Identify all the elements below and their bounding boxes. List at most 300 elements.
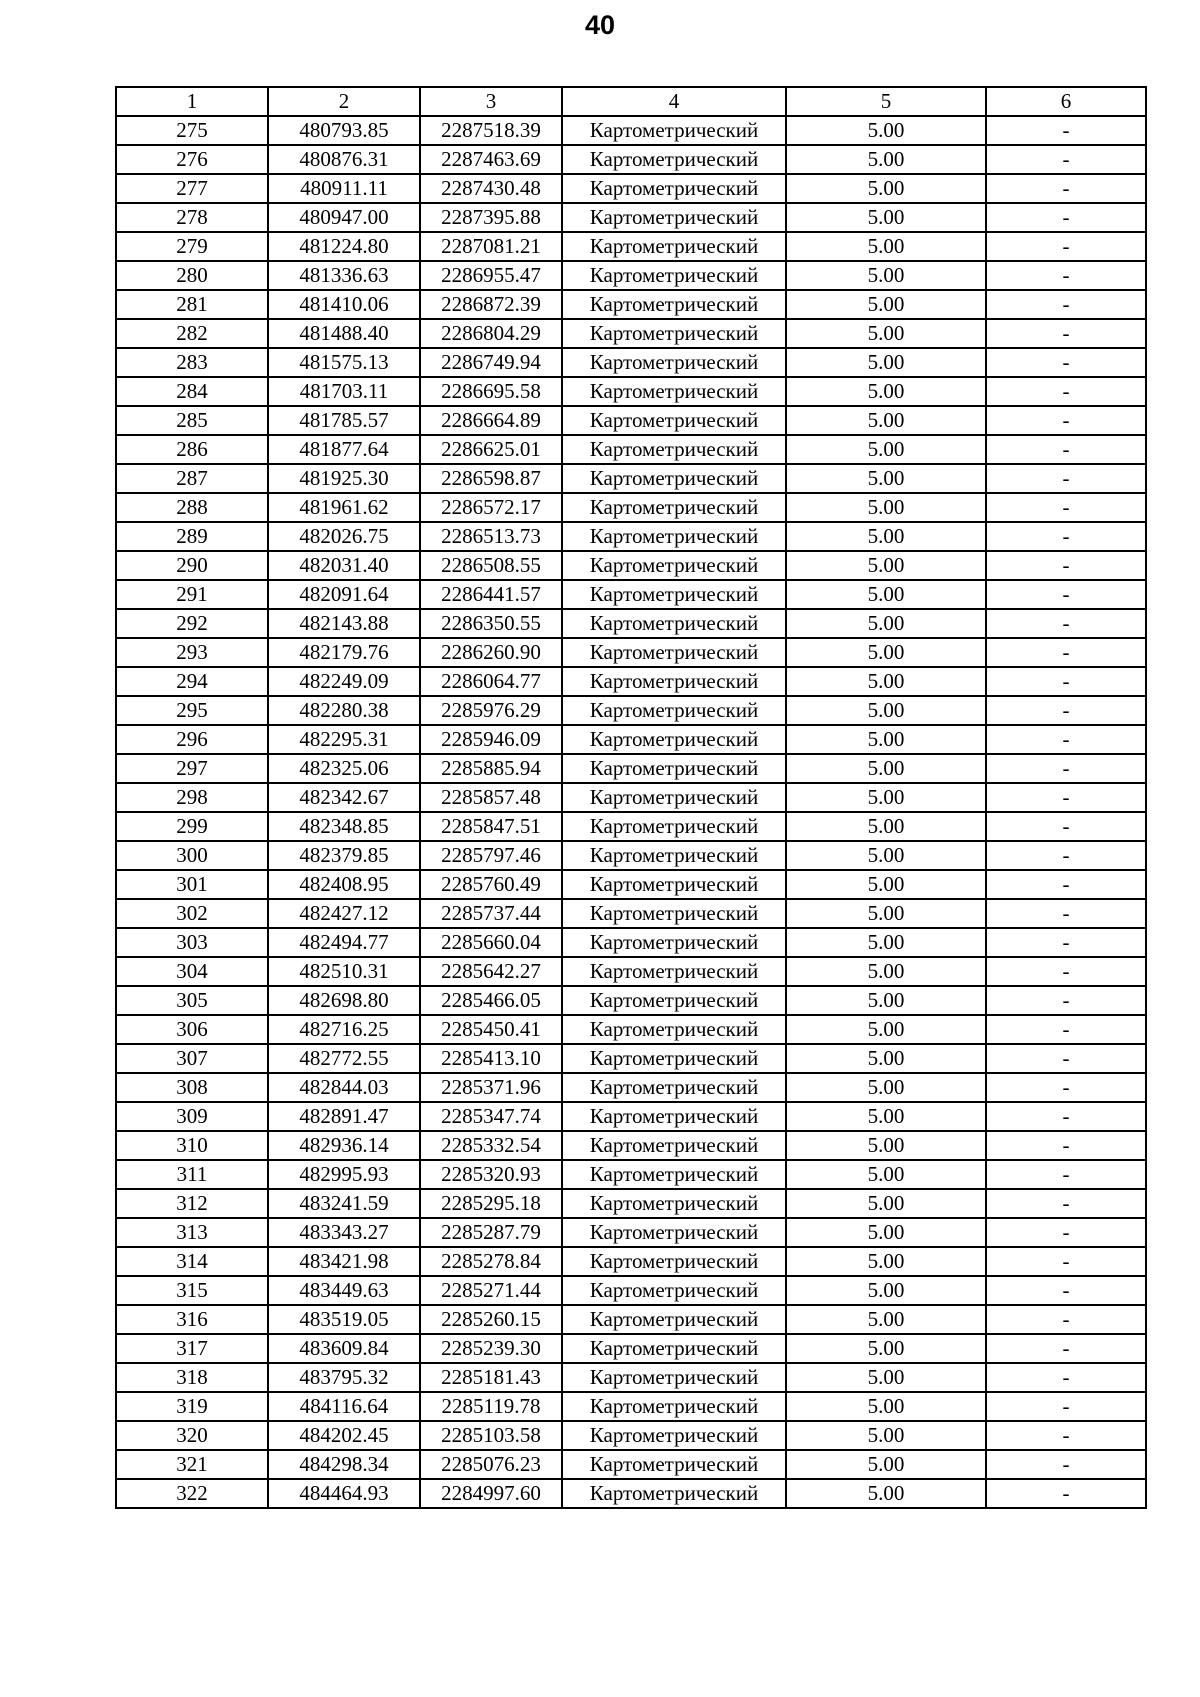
accuracy-cell: 5.00: [786, 638, 986, 667]
column-header: 3: [420, 87, 562, 116]
x-coordinate-cell: 482031.40: [268, 551, 420, 580]
method-cell: Картометрический: [562, 174, 786, 203]
note-cell: -: [986, 754, 1146, 783]
point-number-cell: 295: [116, 696, 268, 725]
method-cell: Картометрический: [562, 232, 786, 261]
method-cell: Картометрический: [562, 145, 786, 174]
accuracy-cell: 5.00: [786, 203, 986, 232]
method-cell: Картометрический: [562, 290, 786, 319]
table-row: [116, 1450, 1146, 1479]
table-row: [116, 1044, 1146, 1073]
y-coordinate-cell: 2285239.30: [420, 1334, 562, 1363]
accuracy-cell: 5.00: [786, 1450, 986, 1479]
note-cell: -: [986, 1044, 1146, 1073]
method-cell: Картометрический: [562, 1102, 786, 1131]
method-cell: Картометрический: [562, 1160, 786, 1189]
method-cell: Картометрический: [562, 696, 786, 725]
point-number-cell: 285: [116, 406, 268, 435]
point-number-cell: 275: [116, 116, 268, 145]
accuracy-cell: 5.00: [786, 667, 986, 696]
note-cell: -: [986, 1160, 1146, 1189]
table-body: [116, 116, 1146, 1508]
note-cell: -: [986, 1073, 1146, 1102]
note-cell: -: [986, 812, 1146, 841]
method-cell: Картометрический: [562, 870, 786, 899]
method-cell: Картометрический: [562, 377, 786, 406]
method-cell: Картометрический: [562, 812, 786, 841]
y-coordinate-cell: 2286508.55: [420, 551, 562, 580]
y-coordinate-cell: 2285885.94: [420, 754, 562, 783]
y-coordinate-cell: 2287463.69: [420, 145, 562, 174]
y-coordinate-cell: 2285287.79: [420, 1218, 562, 1247]
table-row: [116, 145, 1146, 174]
method-cell: Картометрический: [562, 1363, 786, 1392]
method-cell: Картометрический: [562, 551, 786, 580]
note-cell: -: [986, 1218, 1146, 1247]
column-header: 2: [268, 87, 420, 116]
method-cell: Картометрический: [562, 1392, 786, 1421]
y-coordinate-cell: 2285295.18: [420, 1189, 562, 1218]
x-coordinate-cell: 480793.85: [268, 116, 420, 145]
method-cell: Картометрический: [562, 783, 786, 812]
method-cell: Картометрический: [562, 1218, 786, 1247]
y-coordinate-cell: 2286872.39: [420, 290, 562, 319]
y-coordinate-cell: 2286749.94: [420, 348, 562, 377]
x-coordinate-cell: 483241.59: [268, 1189, 420, 1218]
x-coordinate-cell: 484202.45: [268, 1421, 420, 1450]
point-number-cell: 297: [116, 754, 268, 783]
point-number-cell: 290: [116, 551, 268, 580]
accuracy-cell: 5.00: [786, 1160, 986, 1189]
accuracy-cell: 5.00: [786, 783, 986, 812]
method-cell: Картометрический: [562, 1015, 786, 1044]
x-coordinate-cell: 482936.14: [268, 1131, 420, 1160]
note-cell: -: [986, 1131, 1146, 1160]
point-number-cell: 313: [116, 1218, 268, 1247]
method-cell: Картометрический: [562, 1044, 786, 1073]
point-number-cell: 311: [116, 1160, 268, 1189]
x-coordinate-cell: 482891.47: [268, 1102, 420, 1131]
y-coordinate-cell: 2285642.27: [420, 957, 562, 986]
note-cell: -: [986, 899, 1146, 928]
table-row: [116, 1189, 1146, 1218]
accuracy-cell: 5.00: [786, 1276, 986, 1305]
x-coordinate-cell: 482716.25: [268, 1015, 420, 1044]
accuracy-cell: 5.00: [786, 406, 986, 435]
point-number-cell: 299: [116, 812, 268, 841]
table-row: [116, 696, 1146, 725]
note-cell: -: [986, 522, 1146, 551]
point-number-cell: 319: [116, 1392, 268, 1421]
accuracy-cell: 5.00: [786, 1044, 986, 1073]
table-row: [116, 1073, 1146, 1102]
accuracy-cell: 5.00: [786, 1247, 986, 1276]
accuracy-cell: 5.00: [786, 1102, 986, 1131]
y-coordinate-cell: 2284997.60: [420, 1479, 562, 1508]
accuracy-cell: 5.00: [786, 1189, 986, 1218]
x-coordinate-cell: 481877.64: [268, 435, 420, 464]
accuracy-cell: 5.00: [786, 493, 986, 522]
y-coordinate-cell: 2286441.57: [420, 580, 562, 609]
table-row: [116, 638, 1146, 667]
point-number-cell: 298: [116, 783, 268, 812]
note-cell: -: [986, 1102, 1146, 1131]
y-coordinate-cell: 2287081.21: [420, 232, 562, 261]
method-cell: Картометрический: [562, 609, 786, 638]
point-number-cell: 316: [116, 1305, 268, 1334]
y-coordinate-cell: 2285103.58: [420, 1421, 562, 1450]
method-cell: Картометрический: [562, 1276, 786, 1305]
point-number-cell: 302: [116, 899, 268, 928]
accuracy-cell: 5.00: [786, 1421, 986, 1450]
note-cell: -: [986, 841, 1146, 870]
table-row: [116, 116, 1146, 145]
note-cell: -: [986, 145, 1146, 174]
table-row: [116, 986, 1146, 1015]
method-cell: Картометрический: [562, 841, 786, 870]
point-number-cell: 307: [116, 1044, 268, 1073]
point-number-cell: 288: [116, 493, 268, 522]
point-number-cell: 279: [116, 232, 268, 261]
x-coordinate-cell: 481961.62: [268, 493, 420, 522]
table-row: [116, 841, 1146, 870]
method-cell: Картометрический: [562, 1305, 786, 1334]
note-cell: -: [986, 1363, 1146, 1392]
accuracy-cell: 5.00: [786, 841, 986, 870]
column-header: 1: [116, 87, 268, 116]
note-cell: -: [986, 203, 1146, 232]
point-number-cell: 278: [116, 203, 268, 232]
note-cell: -: [986, 1247, 1146, 1276]
table-header-row: [116, 87, 1146, 116]
note-cell: -: [986, 1334, 1146, 1363]
x-coordinate-cell: 482698.80: [268, 986, 420, 1015]
accuracy-cell: 5.00: [786, 174, 986, 203]
accuracy-cell: 5.00: [786, 1363, 986, 1392]
point-number-cell: 277: [116, 174, 268, 203]
method-cell: Картометрический: [562, 754, 786, 783]
x-coordinate-cell: 482995.93: [268, 1160, 420, 1189]
accuracy-cell: 5.00: [786, 609, 986, 638]
table-row: [116, 406, 1146, 435]
accuracy-cell: 5.00: [786, 464, 986, 493]
table-row: [116, 377, 1146, 406]
x-coordinate-cell: 482494.77: [268, 928, 420, 957]
method-cell: Картометрический: [562, 203, 786, 232]
note-cell: -: [986, 493, 1146, 522]
method-cell: Картометрический: [562, 522, 786, 551]
point-number-cell: 283: [116, 348, 268, 377]
accuracy-cell: 5.00: [786, 725, 986, 754]
accuracy-cell: 5.00: [786, 812, 986, 841]
accuracy-cell: 5.00: [786, 290, 986, 319]
note-cell: -: [986, 290, 1146, 319]
coordinates-table: [115, 86, 1147, 1509]
point-number-cell: 317: [116, 1334, 268, 1363]
table-row: [116, 551, 1146, 580]
method-cell: Картометрический: [562, 1421, 786, 1450]
y-coordinate-cell: 2285371.96: [420, 1073, 562, 1102]
table-row: [116, 609, 1146, 638]
x-coordinate-cell: 482280.38: [268, 696, 420, 725]
accuracy-cell: 5.00: [786, 957, 986, 986]
method-cell: Картометрический: [562, 1479, 786, 1508]
point-number-cell: 291: [116, 580, 268, 609]
point-number-cell: 322: [116, 1479, 268, 1508]
table-row: [116, 1479, 1146, 1508]
note-cell: -: [986, 232, 1146, 261]
x-coordinate-cell: 482026.75: [268, 522, 420, 551]
method-cell: Картометрический: [562, 725, 786, 754]
x-coordinate-cell: 482844.03: [268, 1073, 420, 1102]
y-coordinate-cell: 2285450.41: [420, 1015, 562, 1044]
table-row: [116, 928, 1146, 957]
table-row: [116, 580, 1146, 609]
note-cell: -: [986, 986, 1146, 1015]
accuracy-cell: 5.00: [786, 1305, 986, 1334]
accuracy-cell: 5.00: [786, 1073, 986, 1102]
x-coordinate-cell: 480911.11: [268, 174, 420, 203]
x-coordinate-cell: 481703.11: [268, 377, 420, 406]
y-coordinate-cell: 2285857.48: [420, 783, 562, 812]
note-cell: -: [986, 638, 1146, 667]
point-number-cell: 320: [116, 1421, 268, 1450]
y-coordinate-cell: 2286350.55: [420, 609, 562, 638]
table-row: [116, 1305, 1146, 1334]
point-number-cell: 305: [116, 986, 268, 1015]
point-number-cell: 304: [116, 957, 268, 986]
x-coordinate-cell: 481224.80: [268, 232, 420, 261]
table-row: [116, 290, 1146, 319]
table-row: [116, 957, 1146, 986]
note-cell: -: [986, 116, 1146, 145]
table-row: [116, 1015, 1146, 1044]
note-cell: -: [986, 1392, 1146, 1421]
method-cell: Картометрический: [562, 580, 786, 609]
x-coordinate-cell: 482143.88: [268, 609, 420, 638]
table-row: [116, 1131, 1146, 1160]
y-coordinate-cell: 2285660.04: [420, 928, 562, 957]
accuracy-cell: 5.00: [786, 232, 986, 261]
point-number-cell: 282: [116, 319, 268, 348]
y-coordinate-cell: 2285119.78: [420, 1392, 562, 1421]
accuracy-cell: 5.00: [786, 986, 986, 1015]
y-coordinate-cell: 2286572.17: [420, 493, 562, 522]
method-cell: Картометрический: [562, 493, 786, 522]
method-cell: Картометрический: [562, 928, 786, 957]
y-coordinate-cell: 2285847.51: [420, 812, 562, 841]
method-cell: Картометрический: [562, 1073, 786, 1102]
accuracy-cell: 5.00: [786, 1334, 986, 1363]
x-coordinate-cell: 481785.57: [268, 406, 420, 435]
x-coordinate-cell: 484464.93: [268, 1479, 420, 1508]
table-row: [116, 203, 1146, 232]
method-cell: Картометрический: [562, 1334, 786, 1363]
table-row: [116, 261, 1146, 290]
note-cell: -: [986, 928, 1146, 957]
note-cell: -: [986, 377, 1146, 406]
note-cell: -: [986, 580, 1146, 609]
y-coordinate-cell: 2285278.84: [420, 1247, 562, 1276]
table-row: [116, 1247, 1146, 1276]
y-coordinate-cell: 2286804.29: [420, 319, 562, 348]
point-number-cell: 301: [116, 870, 268, 899]
accuracy-cell: 5.00: [786, 551, 986, 580]
method-cell: Картометрический: [562, 957, 786, 986]
y-coordinate-cell: 2286695.58: [420, 377, 562, 406]
note-cell: -: [986, 261, 1146, 290]
accuracy-cell: 5.00: [786, 1392, 986, 1421]
point-number-cell: 284: [116, 377, 268, 406]
table-row: [116, 783, 1146, 812]
y-coordinate-cell: 2285260.15: [420, 1305, 562, 1334]
table-row: [116, 1218, 1146, 1247]
point-number-cell: 289: [116, 522, 268, 551]
column-header: 6: [986, 87, 1146, 116]
x-coordinate-cell: 484116.64: [268, 1392, 420, 1421]
method-cell: Картометрический: [562, 1131, 786, 1160]
method-cell: Картометрический: [562, 406, 786, 435]
note-cell: -: [986, 1189, 1146, 1218]
accuracy-cell: 5.00: [786, 899, 986, 928]
table-row: [116, 754, 1146, 783]
accuracy-cell: 5.00: [786, 261, 986, 290]
accuracy-cell: 5.00: [786, 754, 986, 783]
y-coordinate-cell: 2287430.48: [420, 174, 562, 203]
x-coordinate-cell: 482379.85: [268, 841, 420, 870]
x-coordinate-cell: 483449.63: [268, 1276, 420, 1305]
x-coordinate-cell: 480947.00: [268, 203, 420, 232]
point-number-cell: 312: [116, 1189, 268, 1218]
method-cell: Картометрический: [562, 348, 786, 377]
accuracy-cell: 5.00: [786, 145, 986, 174]
note-cell: -: [986, 348, 1146, 377]
column-header: 5: [786, 87, 986, 116]
point-number-cell: 293: [116, 638, 268, 667]
note-cell: -: [986, 406, 1146, 435]
method-cell: Картометрический: [562, 1247, 786, 1276]
note-cell: -: [986, 870, 1146, 899]
note-cell: -: [986, 725, 1146, 754]
note-cell: -: [986, 1450, 1146, 1479]
note-cell: -: [986, 1015, 1146, 1044]
x-coordinate-cell: 480876.31: [268, 145, 420, 174]
note-cell: -: [986, 957, 1146, 986]
y-coordinate-cell: 2285760.49: [420, 870, 562, 899]
x-coordinate-cell: 483421.98: [268, 1247, 420, 1276]
method-cell: Картометрический: [562, 464, 786, 493]
note-cell: -: [986, 464, 1146, 493]
accuracy-cell: 5.00: [786, 1479, 986, 1508]
table-row: [116, 725, 1146, 754]
point-number-cell: 276: [116, 145, 268, 174]
x-coordinate-cell: 482091.64: [268, 580, 420, 609]
table-row: [116, 232, 1146, 261]
accuracy-cell: 5.00: [786, 348, 986, 377]
x-coordinate-cell: 484298.34: [268, 1450, 420, 1479]
point-number-cell: 321: [116, 1450, 268, 1479]
table-row: [116, 493, 1146, 522]
table-row: [116, 1160, 1146, 1189]
table-row: [116, 1102, 1146, 1131]
method-cell: Картометрический: [562, 667, 786, 696]
table-row: [116, 1363, 1146, 1392]
accuracy-cell: 5.00: [786, 522, 986, 551]
y-coordinate-cell: 2285347.74: [420, 1102, 562, 1131]
method-cell: Картометрический: [562, 435, 786, 464]
accuracy-cell: 5.00: [786, 1015, 986, 1044]
note-cell: -: [986, 319, 1146, 348]
x-coordinate-cell: 483609.84: [268, 1334, 420, 1363]
note-cell: -: [986, 1305, 1146, 1334]
table-row: [116, 522, 1146, 551]
point-number-cell: 314: [116, 1247, 268, 1276]
y-coordinate-cell: 2285320.93: [420, 1160, 562, 1189]
point-number-cell: 280: [116, 261, 268, 290]
x-coordinate-cell: 483519.05: [268, 1305, 420, 1334]
x-coordinate-cell: 482510.31: [268, 957, 420, 986]
table-row: [116, 1334, 1146, 1363]
point-number-cell: 308: [116, 1073, 268, 1102]
point-number-cell: 296: [116, 725, 268, 754]
x-coordinate-cell: 481336.63: [268, 261, 420, 290]
y-coordinate-cell: 2286955.47: [420, 261, 562, 290]
table-row: [116, 348, 1146, 377]
y-coordinate-cell: 2285797.46: [420, 841, 562, 870]
accuracy-cell: 5.00: [786, 870, 986, 899]
point-number-cell: 281: [116, 290, 268, 319]
method-cell: Картометрический: [562, 261, 786, 290]
point-number-cell: 303: [116, 928, 268, 957]
page-number: 40: [584, 10, 616, 40]
x-coordinate-cell: 482295.31: [268, 725, 420, 754]
x-coordinate-cell: 482348.85: [268, 812, 420, 841]
accuracy-cell: 5.00: [786, 377, 986, 406]
note-cell: -: [986, 551, 1146, 580]
point-number-cell: 292: [116, 609, 268, 638]
table-row: [116, 1392, 1146, 1421]
y-coordinate-cell: 2285332.54: [420, 1131, 562, 1160]
point-number-cell: 318: [116, 1363, 268, 1392]
y-coordinate-cell: 2285946.09: [420, 725, 562, 754]
x-coordinate-cell: 482249.09: [268, 667, 420, 696]
accuracy-cell: 5.00: [786, 435, 986, 464]
accuracy-cell: 5.00: [786, 580, 986, 609]
y-coordinate-cell: 2287518.39: [420, 116, 562, 145]
table-row: [116, 812, 1146, 841]
x-coordinate-cell: 481925.30: [268, 464, 420, 493]
x-coordinate-cell: 482325.06: [268, 754, 420, 783]
note-cell: -: [986, 1479, 1146, 1508]
y-coordinate-cell: 2285466.05: [420, 986, 562, 1015]
accuracy-cell: 5.00: [786, 928, 986, 957]
x-coordinate-cell: 482179.76: [268, 638, 420, 667]
method-cell: Картометрический: [562, 1189, 786, 1218]
method-cell: Картометрический: [562, 116, 786, 145]
method-cell: Картометрический: [562, 1450, 786, 1479]
table-row: [116, 319, 1146, 348]
y-coordinate-cell: 2286064.77: [420, 667, 562, 696]
point-number-cell: 300: [116, 841, 268, 870]
note-cell: -: [986, 696, 1146, 725]
point-number-cell: 310: [116, 1131, 268, 1160]
x-coordinate-cell: 481575.13: [268, 348, 420, 377]
y-coordinate-cell: 2286260.90: [420, 638, 562, 667]
y-coordinate-cell: 2285737.44: [420, 899, 562, 928]
table-row: [116, 667, 1146, 696]
note-cell: -: [986, 1421, 1146, 1450]
x-coordinate-cell: 481410.06: [268, 290, 420, 319]
